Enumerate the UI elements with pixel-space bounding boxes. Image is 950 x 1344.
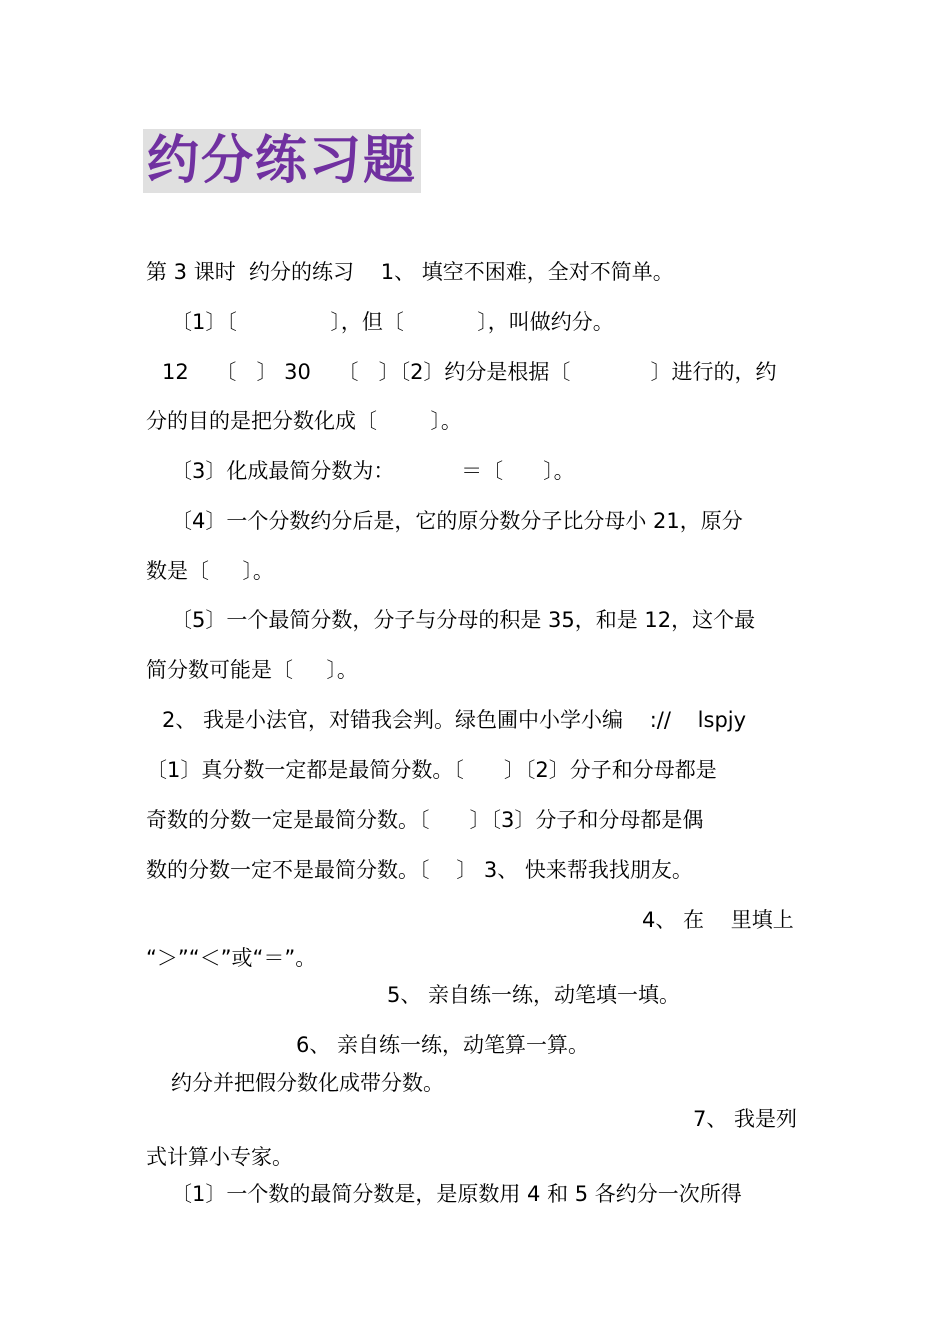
text-line: 约分并把假分数化成带分数。	[171, 1071, 444, 1095]
document-title: 约分练习题	[143, 129, 421, 193]
text-line: 奇数的分数一定是最简分数。〔 〕〔3〕分子和分母都是偶	[146, 808, 704, 832]
text-line: 式计算小专家。	[146, 1145, 293, 1169]
text-line: 数的分数一定不是最简分数。〔 〕 3、 快来帮我找朋友。	[146, 858, 693, 882]
text-line: 12 〔 〕 30 〔 〕〔2〕约分是根据〔 〕进行的，约	[162, 360, 777, 384]
text-line: 7、 我是列	[693, 1107, 798, 1131]
text-line: 〔1〕一个数的最简分数是，是原数用 4 和 5 各约分一次所得	[171, 1182, 742, 1206]
text-line: 〔1〕〔 〕，但〔 〕，叫做约分。	[171, 310, 614, 334]
text-line: 第 3 课时 约分的练习 1、 填空不困难，全对不简单。	[146, 260, 674, 284]
text-line: 6、 亲自练一练，动笔算一算。	[296, 1033, 590, 1057]
text-line: 〔4〕一个分数约分后是，它的原分数分子比分母小 21，原分	[171, 509, 743, 533]
text-line: 5、 亲自练一练，动笔填一填。	[387, 983, 681, 1007]
text-line: “＞”“＜”或“＝”。	[146, 946, 317, 970]
text-line: 简分数可能是〔 〕。	[146, 658, 358, 682]
text-line: 〔5〕一个最简分数，分子与分母的积是 35，和是 12，这个最	[171, 608, 756, 632]
text-line: 分的目的是把分数化成〔 〕。	[146, 409, 462, 433]
text-line: 〔3〕化成最简分数为： ＝〔 〕。	[171, 459, 575, 483]
text-line: 4、 在 里填上	[642, 908, 794, 932]
text-line: 数是〔 〕。	[146, 559, 274, 583]
text-line: 2、 我是小法官，对错我会判。绿色圃中小学小编 :// lspjy	[162, 708, 747, 732]
text-line: 〔1〕真分数一定都是最简分数。〔 〕〔2〕分子和分母都是	[146, 758, 717, 782]
